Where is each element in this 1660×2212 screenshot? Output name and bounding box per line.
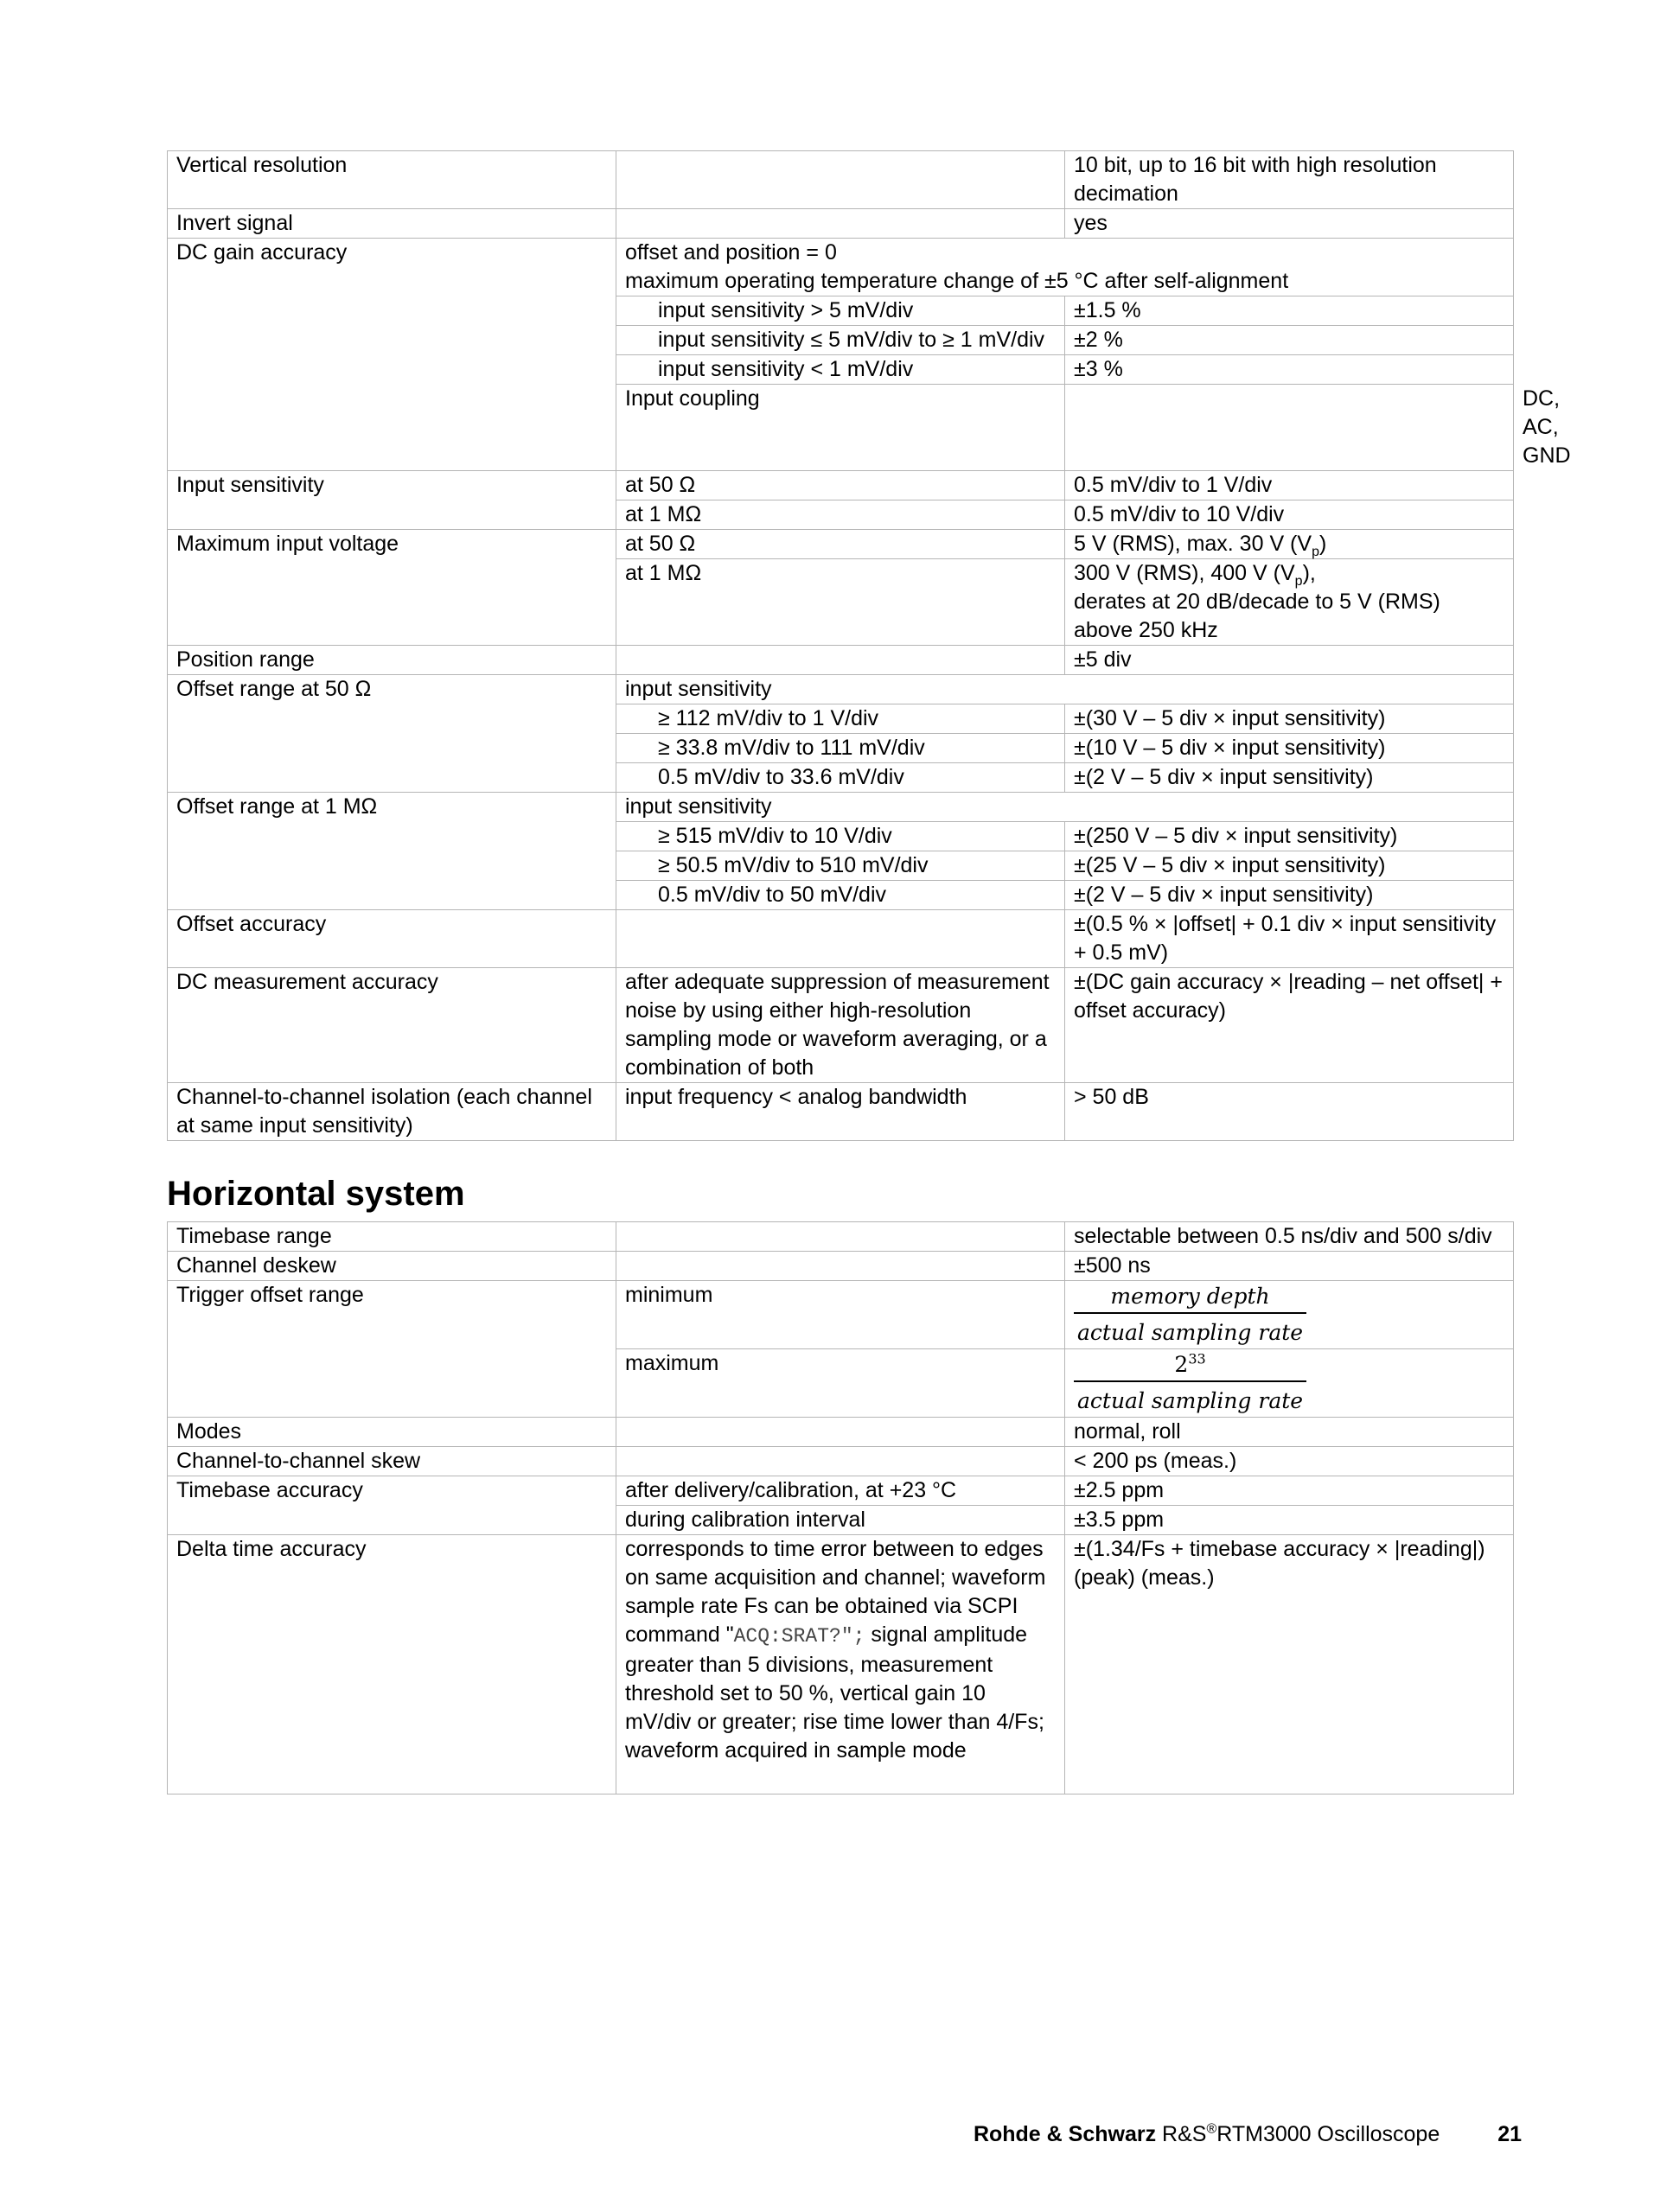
table-row [168, 1252, 1514, 1281]
param-value: ±1.5 % [1065, 296, 1514, 326]
vertical-spec-table [167, 150, 1571, 1141]
param-value: ±(2 V – 5 div × input sensitivity) [1065, 763, 1514, 793]
param-label: Timebase range [168, 1222, 616, 1252]
condition-text: ≥ 50.5 mV/div to 510 mV/div [616, 851, 1065, 881]
param-value: ±(30 V – 5 div × input sensitivity) [1065, 704, 1514, 734]
param-label: Input sensitivity [168, 471, 616, 530]
param-label: Channel-to-channel skew [168, 1447, 616, 1476]
param-label: DC measurement accuracy [168, 968, 616, 1083]
param-label: DC gain accuracy [168, 239, 616, 471]
param-value [1065, 1349, 1514, 1418]
param-value: ±2 % [1065, 326, 1514, 355]
footer-product: R&S®RTM3000 Oscilloscope [1162, 2121, 1440, 2146]
table-row [168, 1447, 1514, 1476]
condition-text: ≥ 33.8 mV/div to 111 mV/div [616, 734, 1065, 763]
param-value: selectable between 0.5 ns/div and 500 s/div [1065, 1222, 1514, 1252]
condition-text: input sensitivity [616, 793, 1514, 822]
condition-text: at 50 Ω [616, 471, 1065, 500]
spec-page [167, 150, 1571, 1794]
table-row [168, 1535, 1514, 1794]
param-value: normal, roll [1065, 1418, 1514, 1447]
table-row [168, 910, 1514, 968]
condition-text: offset and position = 0 [625, 240, 837, 265]
param-value: < 200 ps (meas.) [1065, 1447, 1514, 1476]
param-label: Offset range at 1 MΩ [168, 793, 616, 910]
param-label: Maximum input voltage [168, 530, 616, 646]
param-value: ±(1.34/Fs + timebase accuracy × |reading|) (peak) (meas.) [1065, 1535, 1514, 1794]
page-footer [0, 2122, 1522, 2147]
scpi-command: ACQ:SRAT?"; [733, 1625, 865, 1648]
param-value: ±500 ns [1065, 1252, 1514, 1281]
condition-text: input sensitivity [616, 675, 1514, 704]
condition-text: at 1 MΩ [616, 559, 1065, 646]
table-row [168, 675, 1514, 704]
param-label: Channel-to-channel isolation (each channel at same input sensitivity) [168, 1083, 616, 1141]
param-value: ±(2 V – 5 div × input sensitivity) [1065, 881, 1514, 910]
condition-text: at 1 MΩ [616, 500, 1065, 530]
section-heading: Horizontal system [167, 1175, 465, 1213]
param-label: Offset range at 50 Ω [168, 675, 616, 793]
param-value: ±3.5 ppm [1065, 1506, 1514, 1535]
condition-text: during calibration interval [616, 1506, 1065, 1535]
condition-text: minimum [616, 1281, 1065, 1349]
condition-text: at 50 Ω [616, 530, 1065, 559]
table-row [168, 1083, 1514, 1141]
condition-text: maximum operating temperature change of ±5 °C after self-alignment [625, 269, 1289, 293]
condition-text: input frequency < analog bandwidth [616, 1083, 1065, 1141]
condition-text: input sensitivity ≤ 5 mV/div to ≥ 1 mV/div [616, 326, 1065, 355]
table-row [168, 239, 1514, 296]
table-row [168, 471, 1514, 500]
param-label: Invert signal [168, 209, 616, 239]
param-label: Input coupling [616, 385, 1065, 471]
table-row [168, 151, 1514, 209]
table-row [168, 1222, 1514, 1252]
condition-text: ≥ 515 mV/div to 10 V/div [616, 822, 1065, 851]
param-label: Delta time accuracy [168, 1535, 616, 1794]
param-value: ±(0.5 % × |offset| + 0.1 div × input sensitivity + 0.5 mV) [1065, 910, 1514, 968]
condition-text: input sensitivity < 1 mV/div [616, 355, 1065, 385]
page-number: 21 [1497, 2122, 1522, 2146]
param-label: Position range [168, 646, 616, 675]
param-value: ±3 % [1065, 355, 1514, 385]
param-label: Timebase accuracy [168, 1476, 616, 1535]
param-value [1065, 1281, 1514, 1349]
table-row [168, 1281, 1514, 1349]
param-value: > 50 dB [1065, 1083, 1514, 1141]
param-value: ±(25 V – 5 div × input sensitivity) [1065, 851, 1514, 881]
condition-text: after delivery/calibration, at +23 °C [616, 1476, 1065, 1506]
horizontal-spec-table [167, 1221, 1514, 1794]
param-label: Offset accuracy [168, 910, 616, 968]
table-row [168, 646, 1514, 675]
param-value: ±2.5 ppm [1065, 1476, 1514, 1506]
param-label: Modes [168, 1418, 616, 1447]
table-row [168, 530, 1514, 559]
table-row [168, 968, 1514, 1083]
condition-text: 0.5 mV/div to 33.6 mV/div [616, 763, 1065, 793]
footer-brand: Rohde & Schwarz [973, 2122, 1157, 2146]
condition-text: maximum [616, 1349, 1065, 1418]
param-value: ±(250 V – 5 div × input sensitivity) [1065, 822, 1514, 851]
param-value: ±(DC gain accuracy × |reading – net offset| + offset accuracy) [1065, 968, 1514, 1083]
fraction-formula: $\frac{\text{memory depth}}{\text{actual sampling rate}}$ [1074, 1281, 1306, 1348]
table-row: Input coupling DC, AC, GND [168, 385, 1514, 471]
param-label: Trigger offset range [168, 1281, 616, 1418]
param-label: Channel deskew [168, 1252, 616, 1281]
param-value: 300 V (RMS), 400 V $(V_p)$, derates at 20 dB/decade to 5 V (RMS) above 250 kHz [1065, 559, 1514, 646]
condition-text: corresponds to time error between to edges on same acquisition and channel; waveform sample rate Fs can be obtained via SCPI command "ACQ:SRAT?"; signal amplitude greater than 5 divisions, measurement threshold set to 50 %, vertical gain 10 mV/div or greater; rise time lower than 4/Fs; waveform acquired in sample mode [616, 1535, 1065, 1794]
fraction-formula: $\frac{2^{33}}{\text{actual sampling rate}}$ [1074, 1349, 1306, 1417]
param-value: yes [1065, 209, 1514, 239]
condition-text: input sensitivity > 5 mV/div [616, 296, 1065, 326]
param-value: ±(10 V – 5 div × input sensitivity) [1065, 734, 1514, 763]
table-row [168, 793, 1514, 822]
param-label: Vertical resolution [168, 151, 616, 209]
table-row [168, 1476, 1514, 1506]
condition-text: ≥ 112 mV/div to 1 V/div [616, 704, 1065, 734]
param-value: 0.5 mV/div to 1 V/div [1065, 471, 1514, 500]
table-row [168, 1418, 1514, 1447]
condition-text: 0.5 mV/div to 50 mV/div [616, 881, 1065, 910]
table-row [168, 209, 1514, 239]
param-value: 0.5 mV/div to 10 V/div [1065, 500, 1514, 530]
param-value: ±5 div [1065, 646, 1514, 675]
condition-text: after adequate suppression of measurement noise by using either high-resolution sampling mode or waveform averaging, or a combination of both [616, 968, 1065, 1083]
param-value: 5 V (RMS), max. 30 V $(V_p)$ [1065, 530, 1514, 559]
param-value: 10 bit, up to 16 bit with high resolution decimation [1065, 151, 1514, 209]
